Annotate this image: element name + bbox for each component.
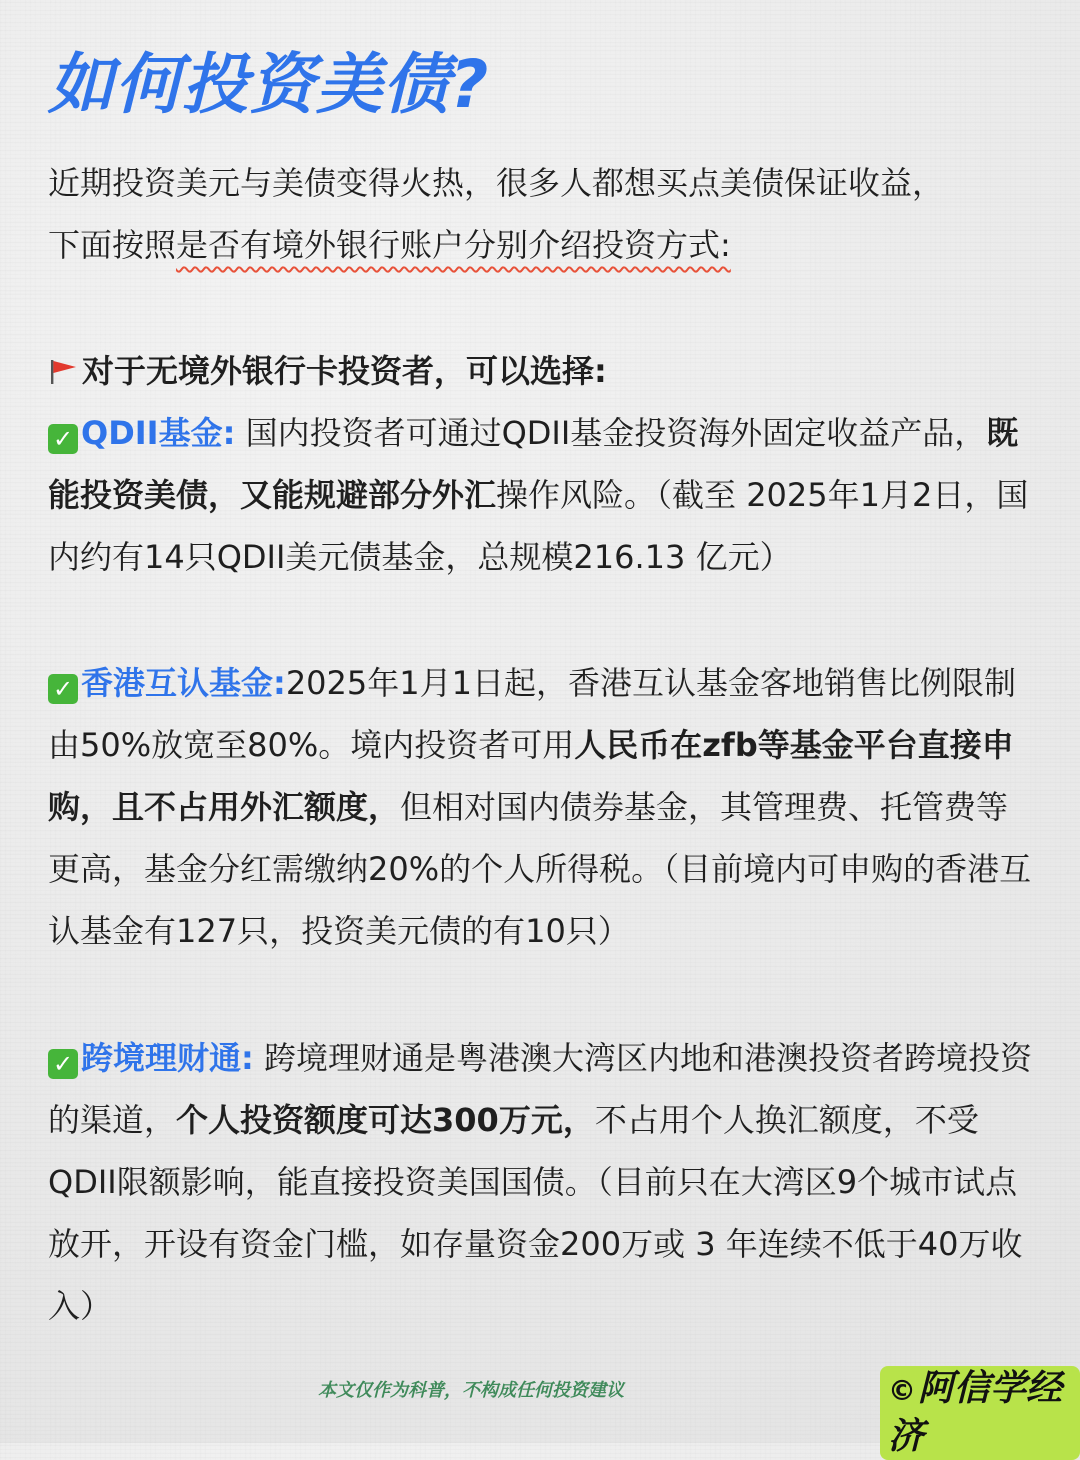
- disclaimer-note: 本文仅作为科普，不构成任何投资建议: [318, 1380, 624, 1401]
- option-cross-border-wealth: [48, 1027, 1038, 1337]
- option-text: 操作风险。（截至 2025年1月2日，国内约有14只QDII美元债基金，总规模216.13 亿元）: [48, 476, 1029, 576]
- brand-watermark: [880, 1366, 1080, 1460]
- copyright-icon: ©: [888, 1374, 916, 1407]
- intro-line-1: 近期投资美元与美债变得火热，很多人都想买点美债保证收益，: [48, 164, 945, 202]
- section-heading-text: 对于无境外银行卡投资者，可以选择:: [82, 352, 607, 390]
- intro-paragraph: [48, 152, 1038, 276]
- option-qdii-fund: [48, 402, 1038, 588]
- option-label: 跨境理财通:: [81, 1039, 254, 1077]
- brand-name: 阿信学经济: [888, 1368, 1063, 1457]
- option-bold-text: 个人投资额度可达300万元，: [176, 1101, 595, 1139]
- check-mark-icon: ✓: [48, 424, 78, 454]
- option-text: 跨境理财通是粤港澳大湾区内地和港澳投资者跨境投资的渠道，: [48, 1039, 1032, 1139]
- option-text: 但相对国内债券基金，其管理费、托管费等更高，基金分红需缴纳20%的个人所得税。（目前境内可申购的香港互认基金有127只，投资美元债的有10只）: [48, 788, 1032, 950]
- option-bold-text: 既能投资美债，又能规避部分外汇: [48, 414, 1019, 514]
- intro-line-2a: 下面按照: [48, 226, 177, 264]
- option-text: 2025年1月1日起，香港互认基金客地销售比例限制由50%放宽至80%。境内投资者可用: [48, 664, 1016, 764]
- intro-line-2b-underlined: 是否有境外银行账户分别介绍投资方式:: [176, 226, 731, 264]
- option-bold-text: 人民币在zfb等基金平台直接申购，且不占用外汇额度，: [48, 726, 1014, 826]
- option-label: QDII基金:: [81, 414, 236, 452]
- section-heading: [48, 340, 607, 402]
- option-hk-mutual-fund: [48, 652, 1038, 962]
- check-mark-icon: ✓: [48, 1049, 78, 1079]
- option-text: 国内投资者可通过QDII基金投资海外固定收益产品，: [245, 414, 987, 452]
- option-label: 香港互认基金:: [81, 664, 286, 702]
- option-text: 不占用个人换汇额度，不受QDII限额影响，能直接投资美国国债。（目前只在大湾区9个城市试点放开，开设有资金门槛，如存量资金200万或 3 年连续不低于40万收入）: [48, 1101, 1023, 1325]
- check-mark-icon: ✓: [48, 674, 78, 704]
- page-title: 如何投资美债?: [48, 46, 490, 123]
- red-flag-icon: [48, 356, 78, 386]
